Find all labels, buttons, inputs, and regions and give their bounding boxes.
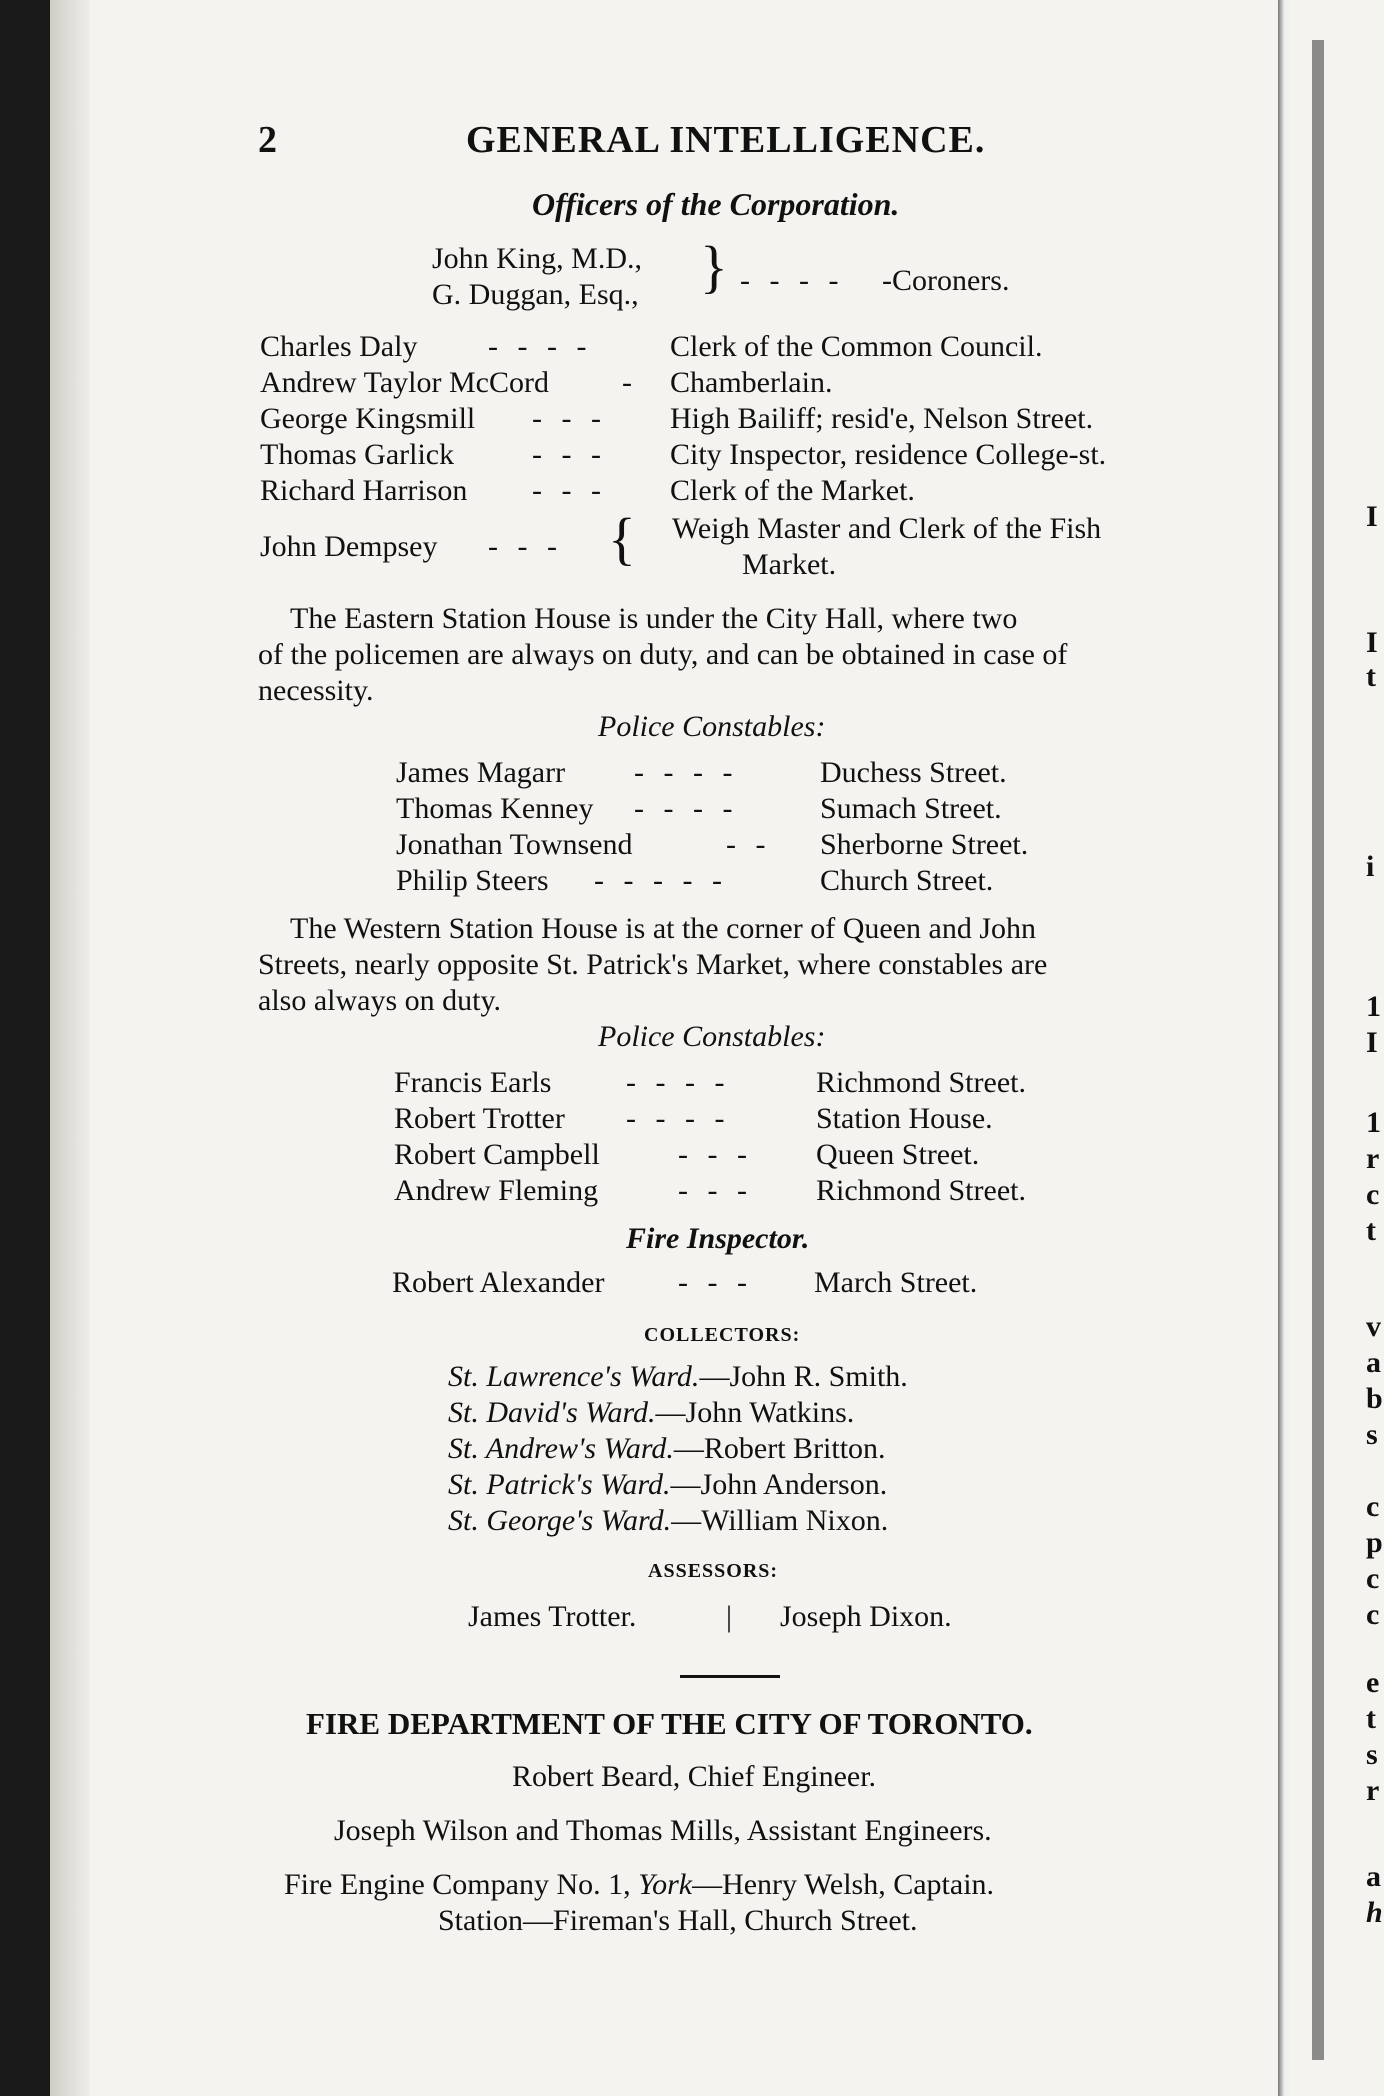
edge-letter: c [1366, 1562, 1380, 1595]
western-paragraph-line: also always on duty. [258, 984, 502, 1017]
officer-name: Thomas Garlick [260, 438, 455, 471]
collector-row [448, 1360, 908, 1394]
officer-name: Charles Daly [260, 330, 418, 363]
constable-leader: - - - - - [594, 864, 728, 897]
collector-ward: St. George's Ward. [448, 1504, 672, 1537]
constable-street: Richmond Street. [816, 1174, 1026, 1207]
officer-office: High Bailiff; resid'e, Nelson Street. [670, 402, 1094, 435]
officer-name: John Dempsey [260, 530, 438, 563]
officers-heading: Officers of the Corporation. [532, 186, 900, 222]
constable-leader: - - - [678, 1138, 753, 1171]
collector-ward: St. Patrick's Ward. [448, 1468, 671, 1501]
page-number: 2 [258, 119, 278, 161]
assessors-separator: | [726, 1600, 733, 1633]
collector-row [448, 1432, 886, 1466]
officer-office: Chamberlain. [670, 366, 833, 399]
fire-inspector-name: Robert Alexander [392, 1266, 605, 1299]
collector-person: —Robert Britton. [673, 1432, 886, 1465]
officer-leader: - - - [532, 438, 607, 471]
dempsey-office-line1: Weigh Master and Clerk of the Fish [672, 512, 1102, 545]
fire-company-name: York [638, 1868, 693, 1901]
collector-ward: St. Lawrence's Ward. [448, 1360, 700, 1393]
constable-name: Francis Earls [394, 1066, 552, 1099]
officer-name: George Kingsmill [260, 402, 476, 435]
fire-assistants: Joseph Wilson and Thomas Mills, Assistant Engineers. [334, 1814, 992, 1847]
edge-letter: c [1366, 1490, 1380, 1523]
running-title: GENERAL INTELLIGENCE. [466, 119, 986, 161]
officer-leader: - - - [532, 474, 607, 507]
constable-leader: - - [726, 828, 772, 861]
fire-inspector-heading: Fire Inspector. [626, 1222, 810, 1255]
constable-street: Queen Street. [816, 1138, 980, 1171]
fire-department-title: FIRE DEPARTMENT OF THE CITY OF TORONTO. [306, 1706, 1033, 1741]
collector-row [448, 1504, 888, 1538]
collector-ward: St. David's Ward. [448, 1396, 656, 1429]
constable-street: Duchess Street. [820, 756, 1007, 789]
section-rule [680, 1675, 780, 1678]
constable-leader: - - - - [634, 792, 739, 825]
constable-leader: - - - [678, 1174, 753, 1207]
edge-letter: i [1366, 850, 1375, 883]
officer-office: Clerk of the Market. [670, 474, 915, 507]
fire-inspector-street: March Street. [814, 1266, 978, 1299]
officer-leader: - - - - [488, 330, 593, 363]
western-paragraph-line: Streets, nearly opposite St. Patrick's Market, where constables are [258, 948, 1048, 981]
collector-person: —William Nixon. [671, 1504, 889, 1537]
edge-letter: a [1366, 1860, 1381, 1893]
edge-letter: I [1366, 1026, 1378, 1059]
binding-gutter [50, 0, 90, 2096]
constable-name: Jonathan Townsend [396, 828, 633, 861]
western-constables-heading: Police Constables: [598, 1020, 826, 1053]
constable-name: Thomas Kenney [396, 792, 594, 825]
constable-street: Church Street. [820, 864, 994, 897]
edge-letter: I [1366, 626, 1378, 659]
fire-chief: Robert Beard, Chief Engineer. [512, 1760, 877, 1793]
edge-letter: e [1366, 1666, 1380, 1699]
edge-letter: 1 [1366, 990, 1381, 1023]
edge-letter: 1 [1366, 1106, 1381, 1139]
collector-person: —John Anderson. [670, 1468, 888, 1501]
constable-leader: - - - - [626, 1102, 731, 1135]
edge-letter: a [1366, 1346, 1381, 1379]
constable-name: Robert Trotter [394, 1102, 565, 1135]
edge-letter: t [1366, 660, 1376, 693]
edge-letter: r [1366, 1774, 1380, 1807]
assessor-left: James Trotter. [468, 1600, 637, 1633]
constable-name: James Magarr [396, 756, 566, 789]
constable-leader: - - - - [634, 756, 739, 789]
edge-letter: r [1366, 1142, 1380, 1175]
fire-station: Station—Fireman's Hall, Church Street. [438, 1904, 918, 1937]
officer-office: City Inspector, residence College-st. [670, 438, 1107, 471]
eastern-paragraph-line: necessity. [258, 674, 374, 707]
coroners-brace: } [700, 234, 728, 299]
fire-company-suffix: —Henry Welsh, Captain. [692, 1868, 995, 1901]
edge-letter: h [1366, 1896, 1383, 1929]
assessor-right: Joseph Dixon. [780, 1600, 952, 1633]
western-paragraph-line: The Western Station House is at the corner of Queen and John [290, 912, 1037, 945]
fire-inspector-leader: - - - [678, 1266, 753, 1299]
constable-leader: - - - - [626, 1066, 731, 1099]
collector-person: —John R. Smith. [699, 1360, 908, 1393]
officer-leader: - - - [488, 530, 563, 563]
collectors-heading: COLLECTORS: [644, 1324, 801, 1346]
edge-letter: s [1366, 1418, 1378, 1451]
edge-letter: b [1366, 1382, 1383, 1415]
constable-name: Andrew Fleming [394, 1174, 599, 1207]
constable-name: Philip Steers [396, 864, 549, 897]
edge-letter: t [1366, 1214, 1376, 1247]
edge-letter: v [1366, 1310, 1381, 1343]
edge-letter: s [1366, 1738, 1378, 1771]
edge-letter: c [1366, 1598, 1380, 1631]
officer-leader: - - - [532, 402, 607, 435]
edge-letter: c [1366, 1178, 1380, 1211]
eastern-constables-heading: Police Constables: [598, 710, 826, 743]
fire-company-prefix: Fire Engine Company No. 1, [284, 1868, 639, 1901]
officer-leader: - [622, 366, 638, 399]
coroner-name-2: G. Duggan, Esq., [432, 278, 639, 311]
collector-ward: St. Andrew's Ward. [448, 1432, 674, 1465]
eastern-paragraph-line: of the policemen are always on duty, and can be obtained in case of [258, 638, 1068, 671]
edge-letter: t [1366, 1702, 1376, 1735]
officer-office: Clerk of the Common Council. [670, 330, 1043, 363]
officer-name: Richard Harrison [260, 474, 468, 507]
constable-street: Richmond Street. [816, 1066, 1026, 1099]
edge-letter: p [1366, 1526, 1383, 1559]
collector-row [448, 1396, 854, 1430]
fire-company [284, 1868, 994, 1902]
constable-street: Station House. [816, 1102, 993, 1135]
dempsey-brace: { [608, 506, 636, 571]
coroners-leader: - - - - [740, 264, 845, 297]
assessors-heading: ASSESSORS: [648, 1560, 779, 1582]
constable-name: Robert Campbell [394, 1138, 600, 1171]
constable-street: Sherborne Street. [820, 828, 1029, 861]
eastern-paragraph-line: The Eastern Station House is under the City Hall, where two [290, 602, 1018, 635]
coroners-office: -Coroners. [882, 264, 1010, 297]
page-fold-shadow [1312, 40, 1324, 2060]
edge-letter: I [1366, 500, 1378, 533]
collector-row [448, 1468, 887, 1502]
officer-name: Andrew Taylor McCord [260, 366, 549, 399]
dempsey-office-line2: Market. [742, 548, 837, 581]
coroner-name-1: John King, M.D., [432, 242, 643, 275]
collector-person: —John Watkins. [655, 1396, 855, 1429]
constable-street: Sumach Street. [820, 792, 1002, 825]
